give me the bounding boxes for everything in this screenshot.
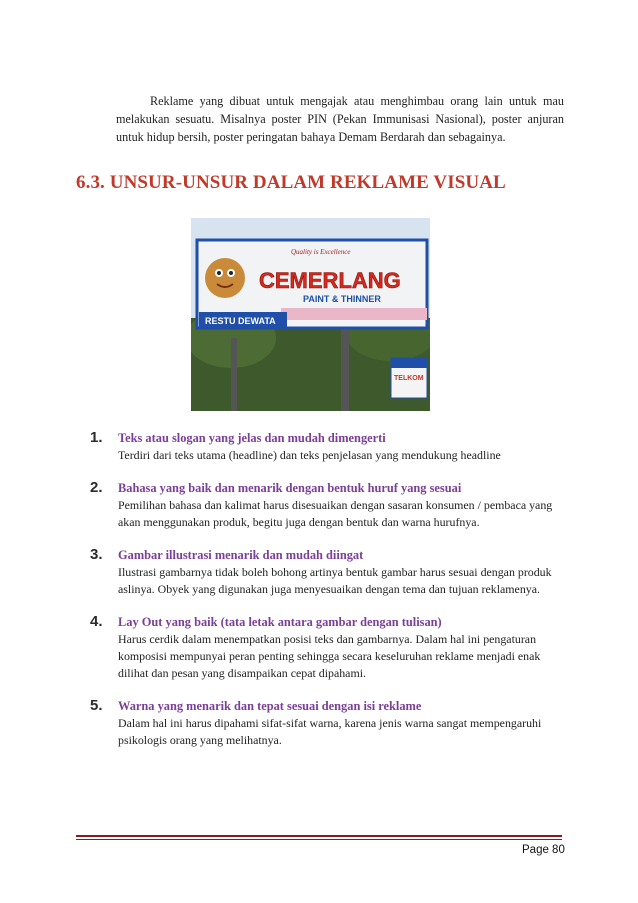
item-title: Teks atau slogan yang jelas dan mudah dimengerti <box>118 431 386 445</box>
billboard-photo <box>191 218 430 411</box>
intro-text: Reklame yang dibuat untuk mengajak atau menghimbau orang lain untuk mau melakukan sesuatu. Misalnya poster PIN (Pekan Immunisasi Nasional), poster anjuran untuk hidup bersih, poster peringatan bahaya Demam Berdarah dan sebagainya. <box>116 94 564 144</box>
elements-list <box>90 430 570 765</box>
billboard-tagline: Quality is Excellence <box>291 248 351 256</box>
list-item <box>90 430 570 464</box>
item-title: Bahasa yang baik dan menarik dengan bentuk huruf yang sesuai <box>118 481 462 495</box>
item-number: 2. <box>90 479 103 496</box>
footer-rule <box>76 835 562 837</box>
item-number: 3. <box>90 546 103 563</box>
item-number: 4. <box>90 613 103 630</box>
item-number: 5. <box>90 697 103 714</box>
store-name: RESTU DEWATA <box>205 316 276 326</box>
intro-paragraph <box>116 92 564 146</box>
item-description: Harus cerdik dalam menempatkan posisi teks dan gambarnya. Dalam hal ini pengaturan komposisi mempunyai peran penting sehingga secara keseluruhan reklame menjadi enak dilihat dan pesan yang disampaikan cepat dipahami. <box>118 632 541 680</box>
item-title: Warna yang menarik dan tepat sesuai dengan isi reklame <box>118 699 422 713</box>
item-title: Lay Out yang baik (tata letak antara gambar dengan tulisan) <box>118 615 442 629</box>
page-number: Page 80 <box>522 844 565 856</box>
billboard-product: PAINT & THINNER <box>303 294 381 304</box>
list-item <box>90 547 570 598</box>
side-sign-text: TELKOM <box>394 375 424 382</box>
list-item <box>90 614 570 682</box>
list-item <box>90 480 570 531</box>
list-item <box>90 698 570 749</box>
pole <box>231 338 237 411</box>
item-number: 1. <box>90 429 103 446</box>
item-description: Ilustrasi gambarnya tidak boleh bohong artinya bentuk gambar harus sesuai dengan produk aslinya. Obyek yang digunakan juga menyesuaikan dengan tema dan tujuan reklamenya. <box>118 565 552 596</box>
section-heading: 6.3. UNSUR-UNSUR DALAM REKLAME VISUAL <box>76 172 506 193</box>
pole <box>341 328 349 411</box>
item-description: Pemilihan bahasa dan kalimat harus disesuaikan dengan sasaran konsumen / pembaca yang akan menggunakan produk, begitu juga dengan bentuk dan warna hurufnya. <box>118 498 553 529</box>
footer-rule-thin <box>76 839 562 840</box>
billboard-brand: CEMERLANG <box>259 268 401 293</box>
item-title: Gambar illustrasi menarik dan mudah diingat <box>118 548 364 562</box>
item-description: Terdiri dari teks utama (headline) dan teks penjelasan yang mendukung headline <box>118 448 501 462</box>
item-description: Dalam hal ini harus dipahami sifat-sifat warna, karena jenis warna sangat mempengaruhi psikologis orang yang melihatnya. <box>118 716 542 747</box>
